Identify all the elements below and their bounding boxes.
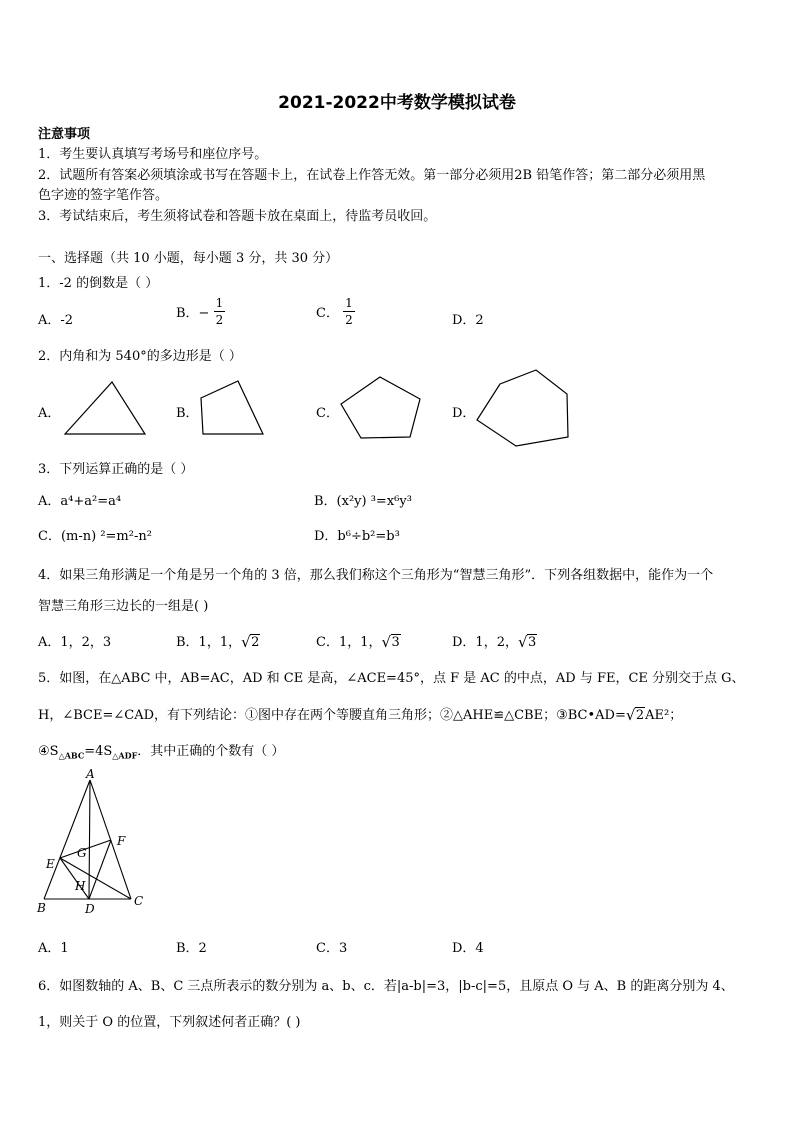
q3-option-c: C．(m-n) ²=m²-n² (38, 529, 152, 544)
point-label-c: C (134, 894, 144, 908)
section-heading: 一、选择题（共 10 小题，每小题 3 分，共 30 分） (38, 251, 339, 266)
q3-option-a: A．a⁴+a²=a⁴ (38, 494, 122, 509)
square-root: √ 2 (241, 633, 260, 651)
q5-option-b: B．2 (176, 941, 207, 956)
notice-item: 色字迹的签字笔作答。 (38, 188, 169, 203)
radicand: 2 (251, 635, 260, 650)
q5-line3-part: ．其中正确的个数有（ ） (137, 744, 285, 759)
q5-line2-prefix: H，∠BCE=∠CAD，有下列结论：①图中存在两个等腰直角三角形；②△AHE≌△CBE；③BC•AD= (38, 708, 626, 723)
fraction-numerator: 1 (345, 296, 353, 310)
q2-option-d: D． (452, 406, 476, 421)
point-label-f: F (117, 834, 126, 848)
square-root: √ 3 (381, 633, 400, 651)
radicand: 3 (391, 635, 400, 650)
fraction-numerator: 1 (215, 296, 224, 310)
point-label-b: B (37, 901, 46, 915)
radicand: 3 (527, 635, 537, 650)
q5-subscript: △ABC (58, 750, 85, 761)
notice-item: 3．考试结束后，考生须将试卷和答题卡放在桌面上，待监考员收回。 (38, 209, 437, 224)
fraction-denominator: 2 (215, 313, 224, 327)
question-4-stem-line1: 4．如果三角形满足一个角是另一个角的 3 倍，那么我们称这个三角形为“智慧三角形”．下列各组数据中，能作为一个 (38, 568, 714, 583)
point-label-a: A (86, 767, 95, 781)
q5-line3-part: ④S (38, 744, 59, 759)
question-4-stem-line2: 智慧三角形三边长的一组是( ) (38, 599, 209, 614)
q4-option-c-prefix: C．1，1， (316, 635, 382, 650)
q5-line3-part: =4S (84, 744, 113, 759)
q1-option-c-prefix: C． (316, 306, 339, 321)
segment-ad (89, 780, 90, 899)
q4-option-a: A．1，2，3 (38, 635, 112, 650)
q4-option-d-prefix: D．1，2， (452, 635, 518, 650)
q5-option-d: D．4 (452, 941, 484, 956)
q3-option-d: D．b⁶÷b²=b³ (314, 529, 400, 544)
question-5-stem-line1: 5．如图，在△ABC 中，AB=AC，AD 和 CE 是高，∠ACE=45°，点 F 是 AC 的中点，AD 与 FE，CE 分别交于点 G、 (38, 671, 745, 686)
page-title: 2021-2022中考数学模拟试卷 (278, 93, 516, 113)
point-label-d: D (85, 902, 95, 916)
point-label-h: H (75, 879, 86, 893)
question-6-stem-line1: 6．如图数轴的 A、B、C 三点所表示的数分别为 a、b、c．若|a-b|=3，|b-c|=5，且原点 O 与 A、B 的距离分别为 4、 (38, 979, 734, 994)
q2-option-b: B． (176, 406, 199, 421)
question-1-stem: 1．-2 的倒数是（ ） (38, 276, 159, 291)
square-root: √ 2 (625, 706, 645, 724)
q1-option-a: A．-2 (38, 313, 74, 328)
radicand: 2 (635, 708, 645, 723)
question-3-stem: 3．下列运算正确的是（ ） (38, 462, 194, 477)
q5-option-c: C．3 (316, 941, 348, 956)
notice-heading: 注意事项 (38, 127, 91, 142)
q2-option-a: A． (38, 406, 61, 421)
q5-line2-suffix: AE²； (645, 708, 683, 723)
notice-item: 1．考生要认真填写考场号和座位序号。 (38, 147, 268, 162)
q5-option-a: A．1 (38, 941, 69, 956)
notice-item: 2．试题所有答案必须填涂或书写在答题卡上，在试卷上作答无效。第一部分必须用2B 铅笔作答；第二部分必须用黑 (38, 168, 706, 183)
point-label-g: G (77, 846, 87, 860)
segment-ce (60, 858, 131, 899)
q1-option-d: D．2 (452, 313, 484, 328)
segment-df (89, 840, 111, 899)
q1-option-b-prefix: B．− (176, 306, 210, 321)
fraction-denominator: 2 (345, 313, 353, 327)
point-label-e: E (46, 857, 55, 871)
q3-option-b: B．(x²y) ³=x⁶y³ (314, 494, 412, 509)
square-root: √ 3 (517, 633, 537, 651)
q5-subscript: △ADF (112, 750, 138, 761)
question-2-stem: 2．内角和为 540°的多边形是（ ） (38, 349, 242, 364)
q2-option-c: C． (316, 406, 339, 421)
q4-option-b-prefix: B．1，1， (176, 635, 242, 650)
question-6-stem-line2: 1，则关于 O 的位置，下列叙述何者正确？( ) (38, 1015, 301, 1030)
